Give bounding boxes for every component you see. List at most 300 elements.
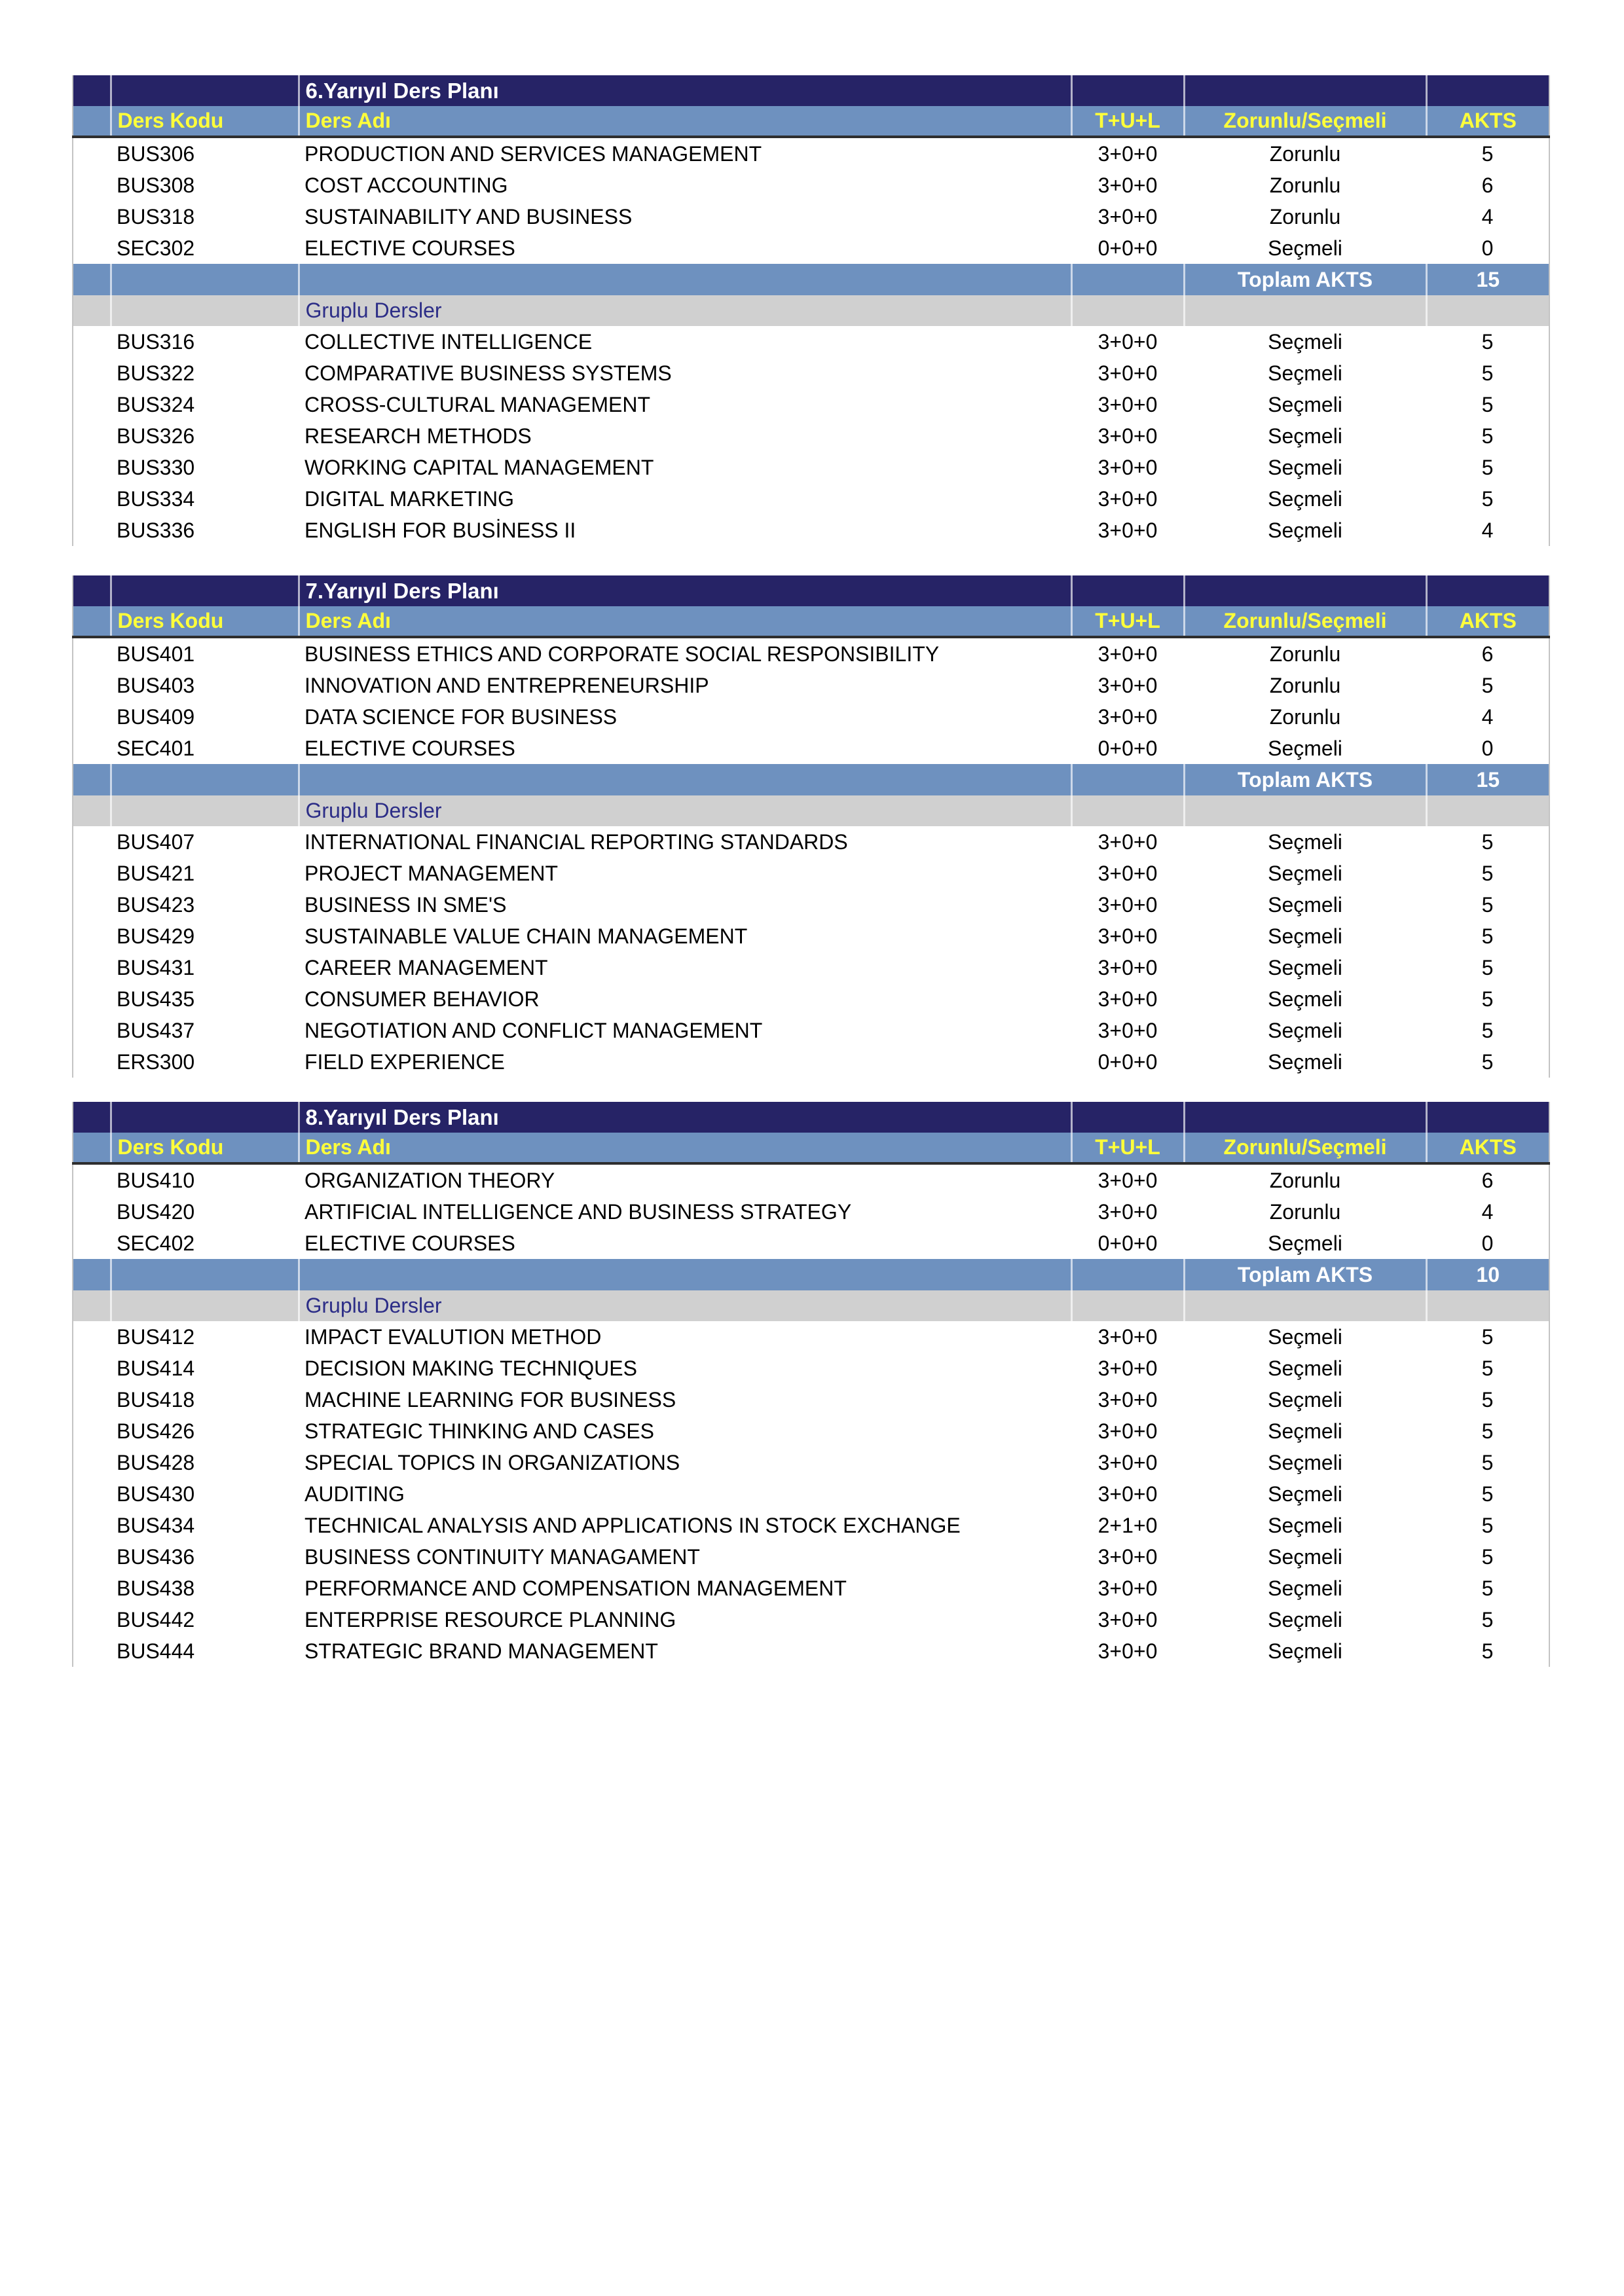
row-spacer-cell <box>73 170 111 201</box>
course-code: BUS435 <box>111 983 299 1015</box>
course-name: DECISION MAKING TECHNIQUES <box>299 1353 1071 1384</box>
gruplu-band-cell <box>1184 295 1426 326</box>
gruplu-band-cell <box>1184 795 1426 826</box>
course-type: Seçmeli <box>1184 389 1426 420</box>
course-name: MACHINE LEARNING FOR BUSINESS <box>299 1384 1071 1415</box>
course-tul: 3+0+0 <box>1071 1478 1184 1510</box>
course-name: ELECTIVE COURSES <box>299 733 1071 764</box>
gruplu-band-cell <box>1426 795 1549 826</box>
course-code: BUS322 <box>111 357 299 389</box>
course-tul: 3+0+0 <box>1071 983 1184 1015</box>
course-name: COST ACCOUNTING <box>299 170 1071 201</box>
course-tul: 3+0+0 <box>1071 826 1184 858</box>
course-row <box>73 920 1549 952</box>
table-title-row <box>73 1102 1549 1133</box>
course-type: Seçmeli <box>1184 889 1426 920</box>
course-type: Seçmeli <box>1184 1384 1426 1415</box>
course-type: Seçmeli <box>1184 1573 1426 1604</box>
course-code: BUS418 <box>111 1384 299 1415</box>
col-header-tul: T+U+L <box>1071 606 1184 637</box>
row-spacer-cell <box>73 1046 111 1078</box>
course-tul: 0+0+0 <box>1071 232 1184 264</box>
table-title-row <box>73 75 1549 106</box>
toplam-band-cell <box>299 1259 1071 1290</box>
toplam-akts-row <box>73 1259 1549 1290</box>
title-band-cell <box>111 75 299 106</box>
row-spacer-cell <box>73 1321 111 1353</box>
course-name: DATA SCIENCE FOR BUSINESS <box>299 701 1071 733</box>
column-header-row <box>73 606 1549 637</box>
course-tul: 3+0+0 <box>1071 858 1184 889</box>
course-akts: 5 <box>1426 920 1549 952</box>
course-type: Seçmeli <box>1184 1015 1426 1046</box>
course-type: Seçmeli <box>1184 1228 1426 1259</box>
column-header-row <box>73 1133 1549 1163</box>
course-type: Seçmeli <box>1184 983 1426 1015</box>
course-type: Zorunlu <box>1184 201 1426 232</box>
course-code: BUS421 <box>111 858 299 889</box>
course-type: Zorunlu <box>1184 137 1426 170</box>
course-name: AUDITING <box>299 1478 1071 1510</box>
course-row <box>73 1353 1549 1384</box>
course-name: WORKING CAPITAL MANAGEMENT <box>299 452 1071 483</box>
row-spacer-cell <box>73 1573 111 1604</box>
course-row <box>73 1541 1549 1573</box>
course-tul: 3+0+0 <box>1071 1196 1184 1228</box>
course-code: BUS431 <box>111 952 299 983</box>
course-code: BUS420 <box>111 1196 299 1228</box>
toplam-band-cell <box>299 264 1071 295</box>
col-header-zorunlu-secmeli: Zorunlu/Seçmeli <box>1184 106 1426 137</box>
course-row <box>73 201 1549 232</box>
course-akts: 0 <box>1426 232 1549 264</box>
course-akts: 5 <box>1426 357 1549 389</box>
course-type: Zorunlu <box>1184 701 1426 733</box>
course-row <box>73 389 1549 420</box>
gruplu-band-cell <box>1426 1290 1549 1321</box>
row-spacer-cell <box>73 1384 111 1415</box>
course-akts: 5 <box>1426 858 1549 889</box>
course-tul: 3+0+0 <box>1071 889 1184 920</box>
course-row <box>73 1635 1549 1667</box>
title-band-cell <box>73 1102 111 1133</box>
title-band-cell <box>1184 75 1426 106</box>
course-akts: 5 <box>1426 483 1549 515</box>
semester-plan-table <box>72 1102 1550 1667</box>
gruplu-dersler-label: Gruplu Dersler <box>299 1290 1071 1321</box>
gruplu-band-cell <box>1184 1290 1426 1321</box>
row-spacer-cell <box>73 1604 111 1635</box>
toplam-band-cell <box>111 764 299 795</box>
course-code: SEC402 <box>111 1228 299 1259</box>
semester-plan-table <box>72 575 1550 1078</box>
course-tul: 3+0+0 <box>1071 1573 1184 1604</box>
table-title: 8.Yarıyıl Ders Planı <box>299 1102 1071 1133</box>
course-akts: 5 <box>1426 1384 1549 1415</box>
column-header-row <box>73 106 1549 137</box>
course-code: BUS401 <box>111 637 299 670</box>
gruplu-band-cell <box>1071 1290 1184 1321</box>
col-header-ders-adi: Ders Adı <box>299 1133 1071 1163</box>
course-code: SEC302 <box>111 232 299 264</box>
course-akts: 5 <box>1426 452 1549 483</box>
table-title: 6.Yarıyıl Ders Planı <box>299 75 1071 106</box>
header-spacer-cell <box>73 606 111 637</box>
row-spacer-cell <box>73 1415 111 1447</box>
course-code: BUS444 <box>111 1635 299 1667</box>
course-akts: 4 <box>1426 201 1549 232</box>
course-name: SUSTAINABLE VALUE CHAIN MANAGEMENT <box>299 920 1071 952</box>
toplam-band-cell <box>111 1259 299 1290</box>
col-header-ders-adi: Ders Adı <box>299 606 1071 637</box>
gruplu-dersler-label: Gruplu Dersler <box>299 295 1071 326</box>
course-tul: 3+0+0 <box>1071 515 1184 546</box>
course-tul: 3+0+0 <box>1071 1415 1184 1447</box>
col-header-tul: T+U+L <box>1071 1133 1184 1163</box>
title-band-cell <box>1426 75 1549 106</box>
course-code: BUS426 <box>111 1415 299 1447</box>
course-tul: 3+0+0 <box>1071 483 1184 515</box>
course-akts: 5 <box>1426 826 1549 858</box>
course-name: ORGANIZATION THEORY <box>299 1163 1071 1196</box>
course-akts: 4 <box>1426 701 1549 733</box>
title-band-cell <box>73 575 111 606</box>
course-code: BUS428 <box>111 1447 299 1478</box>
course-name: SUSTAINABILITY AND BUSINESS <box>299 201 1071 232</box>
course-name: STRATEGIC THINKING AND CASES <box>299 1415 1071 1447</box>
title-band-cell <box>1426 575 1549 606</box>
row-spacer-cell <box>73 826 111 858</box>
course-row <box>73 1604 1549 1635</box>
toplam-band-cell <box>111 264 299 295</box>
course-code: BUS336 <box>111 515 299 546</box>
toplam-akts-row <box>73 264 1549 295</box>
course-row <box>73 1447 1549 1478</box>
course-name: STRATEGIC BRAND MANAGEMENT <box>299 1635 1071 1667</box>
row-spacer-cell <box>73 483 111 515</box>
course-type: Seçmeli <box>1184 733 1426 764</box>
toplam-akts-value: 10 <box>1426 1259 1549 1290</box>
toplam-band-cell <box>299 764 1071 795</box>
row-spacer-cell <box>73 1510 111 1541</box>
course-row <box>73 1384 1549 1415</box>
course-tul: 3+0+0 <box>1071 670 1184 701</box>
toplam-akts-value: 15 <box>1426 264 1549 295</box>
course-akts: 5 <box>1426 1604 1549 1635</box>
row-spacer-cell <box>73 1541 111 1573</box>
course-akts: 5 <box>1426 1510 1549 1541</box>
col-header-ders-adi: Ders Adı <box>299 106 1071 137</box>
course-code: BUS436 <box>111 1541 299 1573</box>
course-code: BUS438 <box>111 1573 299 1604</box>
course-tul: 3+0+0 <box>1071 701 1184 733</box>
col-header-ders-kodu: Ders Kodu <box>111 1133 299 1163</box>
course-akts: 5 <box>1426 326 1549 357</box>
course-plan-tables <box>72 75 1549 1667</box>
course-type: Seçmeli <box>1184 1321 1426 1353</box>
course-akts: 5 <box>1426 1015 1549 1046</box>
course-type: Seçmeli <box>1184 1353 1426 1384</box>
course-tul: 3+0+0 <box>1071 420 1184 452</box>
course-code: ERS300 <box>111 1046 299 1078</box>
course-row <box>73 232 1549 264</box>
row-spacer-cell <box>73 1196 111 1228</box>
course-name: PERFORMANCE AND COMPENSATION MANAGEMENT <box>299 1573 1071 1604</box>
course-type: Zorunlu <box>1184 637 1426 670</box>
title-band-cell <box>1426 1102 1549 1133</box>
course-akts: 0 <box>1426 1228 1549 1259</box>
row-spacer-cell <box>73 1353 111 1384</box>
course-akts: 0 <box>1426 733 1549 764</box>
course-type: Seçmeli <box>1184 1478 1426 1510</box>
row-spacer-cell <box>73 232 111 264</box>
course-akts: 5 <box>1426 1478 1549 1510</box>
row-spacer-cell <box>73 420 111 452</box>
row-spacer-cell <box>73 952 111 983</box>
toplam-band-cell <box>73 264 111 295</box>
col-header-tul: T+U+L <box>1071 106 1184 137</box>
course-row <box>73 1321 1549 1353</box>
course-tul: 0+0+0 <box>1071 1046 1184 1078</box>
course-type: Zorunlu <box>1184 1196 1426 1228</box>
course-row <box>73 826 1549 858</box>
course-name: FIELD EXPERIENCE <box>299 1046 1071 1078</box>
title-band-cell <box>1184 575 1426 606</box>
row-spacer-cell <box>73 637 111 670</box>
course-code: BUS306 <box>111 137 299 170</box>
semester-plan-table <box>72 75 1550 546</box>
gruplu-band-cell <box>73 795 111 826</box>
header-spacer-cell <box>73 106 111 137</box>
course-row <box>73 1196 1549 1228</box>
course-name: TECHNICAL ANALYSIS AND APPLICATIONS IN STOCK EXCHANGE <box>299 1510 1071 1541</box>
course-type: Zorunlu <box>1184 1163 1426 1196</box>
course-tul: 3+0+0 <box>1071 1635 1184 1667</box>
title-band-cell <box>1071 1102 1184 1133</box>
course-name: ARTIFICIAL INTELLIGENCE AND BUSINESS STRATEGY <box>299 1196 1071 1228</box>
course-type: Seçmeli <box>1184 1635 1426 1667</box>
row-spacer-cell <box>73 1447 111 1478</box>
course-tul: 3+0+0 <box>1071 1604 1184 1635</box>
course-akts: 5 <box>1426 1046 1549 1078</box>
gruplu-dersler-row <box>73 295 1549 326</box>
course-type: Zorunlu <box>1184 170 1426 201</box>
gruplu-band-cell <box>111 795 299 826</box>
course-code: BUS430 <box>111 1478 299 1510</box>
course-row <box>73 1478 1549 1510</box>
course-tul: 3+0+0 <box>1071 452 1184 483</box>
course-akts: 5 <box>1426 952 1549 983</box>
course-name: DIGITAL MARKETING <box>299 483 1071 515</box>
course-row <box>73 701 1549 733</box>
course-row <box>73 637 1549 670</box>
course-name: ELECTIVE COURSES <box>299 232 1071 264</box>
gruplu-band-cell <box>1071 795 1184 826</box>
course-name: PRODUCTION AND SERVICES MANAGEMENT <box>299 137 1071 170</box>
course-name: BUSINESS IN SME'S <box>299 889 1071 920</box>
course-akts: 5 <box>1426 889 1549 920</box>
course-name: CONSUMER BEHAVIOR <box>299 983 1071 1015</box>
course-akts: 5 <box>1426 1573 1549 1604</box>
course-type: Seçmeli <box>1184 826 1426 858</box>
course-type: Seçmeli <box>1184 1604 1426 1635</box>
title-band-cell <box>111 1102 299 1133</box>
course-tul: 3+0+0 <box>1071 1015 1184 1046</box>
row-spacer-cell <box>73 1635 111 1667</box>
course-name: COLLECTIVE INTELLIGENCE <box>299 326 1071 357</box>
col-header-ders-kodu: Ders Kodu <box>111 106 299 137</box>
course-row <box>73 1573 1549 1604</box>
gruplu-dersler-label: Gruplu Dersler <box>299 795 1071 826</box>
course-tul: 0+0+0 <box>1071 733 1184 764</box>
course-type: Seçmeli <box>1184 1510 1426 1541</box>
course-tul: 0+0+0 <box>1071 1228 1184 1259</box>
course-row <box>73 858 1549 889</box>
course-type: Zorunlu <box>1184 670 1426 701</box>
course-code: BUS330 <box>111 452 299 483</box>
course-code: BUS407 <box>111 826 299 858</box>
course-tul: 3+0+0 <box>1071 137 1184 170</box>
row-spacer-cell <box>73 983 111 1015</box>
course-code: BUS403 <box>111 670 299 701</box>
gruplu-dersler-row <box>73 1290 1549 1321</box>
course-row <box>73 452 1549 483</box>
course-akts: 5 <box>1426 1353 1549 1384</box>
row-spacer-cell <box>73 357 111 389</box>
course-tul: 3+0+0 <box>1071 1353 1184 1384</box>
course-row <box>73 420 1549 452</box>
course-code: BUS423 <box>111 889 299 920</box>
toplam-band-cell <box>73 1259 111 1290</box>
toplam-akts-label: Toplam AKTS <box>1184 1259 1426 1290</box>
toplam-akts-label: Toplam AKTS <box>1184 764 1426 795</box>
course-tul: 3+0+0 <box>1071 637 1184 670</box>
col-header-akts: AKTS <box>1426 106 1549 137</box>
row-spacer-cell <box>73 1163 111 1196</box>
course-code: BUS324 <box>111 389 299 420</box>
course-row <box>73 952 1549 983</box>
course-akts: 5 <box>1426 670 1549 701</box>
course-tul: 3+0+0 <box>1071 326 1184 357</box>
row-spacer-cell <box>73 1478 111 1510</box>
course-code: BUS414 <box>111 1353 299 1384</box>
course-code: BUS410 <box>111 1163 299 1196</box>
course-name: ENGLISH FOR BUSİNESS II <box>299 515 1071 546</box>
col-header-zorunlu-secmeli: Zorunlu/Seçmeli <box>1184 1133 1426 1163</box>
title-band-cell <box>1071 75 1184 106</box>
course-row <box>73 1510 1549 1541</box>
course-type: Seçmeli <box>1184 920 1426 952</box>
course-akts: 5 <box>1426 389 1549 420</box>
course-tul: 3+0+0 <box>1071 920 1184 952</box>
course-code: BUS308 <box>111 170 299 201</box>
course-code: BUS429 <box>111 920 299 952</box>
course-row <box>73 1015 1549 1046</box>
course-tul: 3+0+0 <box>1071 1163 1184 1196</box>
course-name: CAREER MANAGEMENT <box>299 952 1071 983</box>
row-spacer-cell <box>73 515 111 546</box>
title-band-cell <box>1071 575 1184 606</box>
course-name: IMPACT EVALUTION METHOD <box>299 1321 1071 1353</box>
course-row <box>73 357 1549 389</box>
course-name: PROJECT MANAGEMENT <box>299 858 1071 889</box>
course-tul: 3+0+0 <box>1071 1321 1184 1353</box>
toplam-band-cell <box>1071 264 1184 295</box>
row-spacer-cell <box>73 201 111 232</box>
course-akts: 5 <box>1426 983 1549 1015</box>
row-spacer-cell <box>73 1228 111 1259</box>
toplam-band-cell <box>73 764 111 795</box>
row-spacer-cell <box>73 701 111 733</box>
course-tul: 3+0+0 <box>1071 1541 1184 1573</box>
course-code: BUS437 <box>111 1015 299 1046</box>
course-name: ENTERPRISE RESOURCE PLANNING <box>299 1604 1071 1635</box>
course-row <box>73 1163 1549 1196</box>
toplam-band-cell <box>1071 1259 1184 1290</box>
course-row <box>73 326 1549 357</box>
course-akts: 6 <box>1426 1163 1549 1196</box>
row-spacer-cell <box>73 858 111 889</box>
row-spacer-cell <box>73 920 111 952</box>
course-name: ELECTIVE COURSES <box>299 1228 1071 1259</box>
course-name: CROSS-CULTURAL MANAGEMENT <box>299 389 1071 420</box>
course-tul: 3+0+0 <box>1071 357 1184 389</box>
gruplu-band-cell <box>73 1290 111 1321</box>
course-row <box>73 515 1549 546</box>
course-type: Seçmeli <box>1184 452 1426 483</box>
course-name: NEGOTIATION AND CONFLICT MANAGEMENT <box>299 1015 1071 1046</box>
row-spacer-cell <box>73 326 111 357</box>
course-code: BUS442 <box>111 1604 299 1635</box>
course-type: Seçmeli <box>1184 420 1426 452</box>
course-row <box>73 137 1549 170</box>
course-akts: 4 <box>1426 1196 1549 1228</box>
toplam-band-cell <box>1071 764 1184 795</box>
row-spacer-cell <box>73 1015 111 1046</box>
course-type: Seçmeli <box>1184 232 1426 264</box>
toplam-akts-row <box>73 764 1549 795</box>
title-band-cell <box>1184 1102 1426 1133</box>
course-name: COMPARATIVE BUSINESS SYSTEMS <box>299 357 1071 389</box>
course-tul: 3+0+0 <box>1071 952 1184 983</box>
course-row <box>73 1046 1549 1078</box>
col-header-ders-kodu: Ders Kodu <box>111 606 299 637</box>
title-band-cell <box>73 75 111 106</box>
course-code: BUS316 <box>111 326 299 357</box>
course-type: Seçmeli <box>1184 357 1426 389</box>
course-name: BUSINESS CONTINUITY MANAGAMENT <box>299 1541 1071 1573</box>
gruplu-band-cell <box>111 1290 299 1321</box>
course-row <box>73 1415 1549 1447</box>
table-title: 7.Yarıyıl Ders Planı <box>299 575 1071 606</box>
course-type: Seçmeli <box>1184 952 1426 983</box>
title-band-cell <box>111 575 299 606</box>
toplam-akts-label: Toplam AKTS <box>1184 264 1426 295</box>
course-type: Seçmeli <box>1184 1415 1426 1447</box>
course-row <box>73 889 1549 920</box>
col-header-akts: AKTS <box>1426 1133 1549 1163</box>
course-akts: 6 <box>1426 637 1549 670</box>
course-name: SPECIAL TOPICS IN ORGANIZATIONS <box>299 1447 1071 1478</box>
course-akts: 5 <box>1426 1447 1549 1478</box>
course-type: Seçmeli <box>1184 515 1426 546</box>
course-akts: 5 <box>1426 420 1549 452</box>
course-name: INNOVATION AND ENTREPRENEURSHIP <box>299 670 1071 701</box>
row-spacer-cell <box>73 889 111 920</box>
course-akts: 5 <box>1426 1415 1549 1447</box>
course-tul: 3+0+0 <box>1071 389 1184 420</box>
course-code: BUS334 <box>111 483 299 515</box>
